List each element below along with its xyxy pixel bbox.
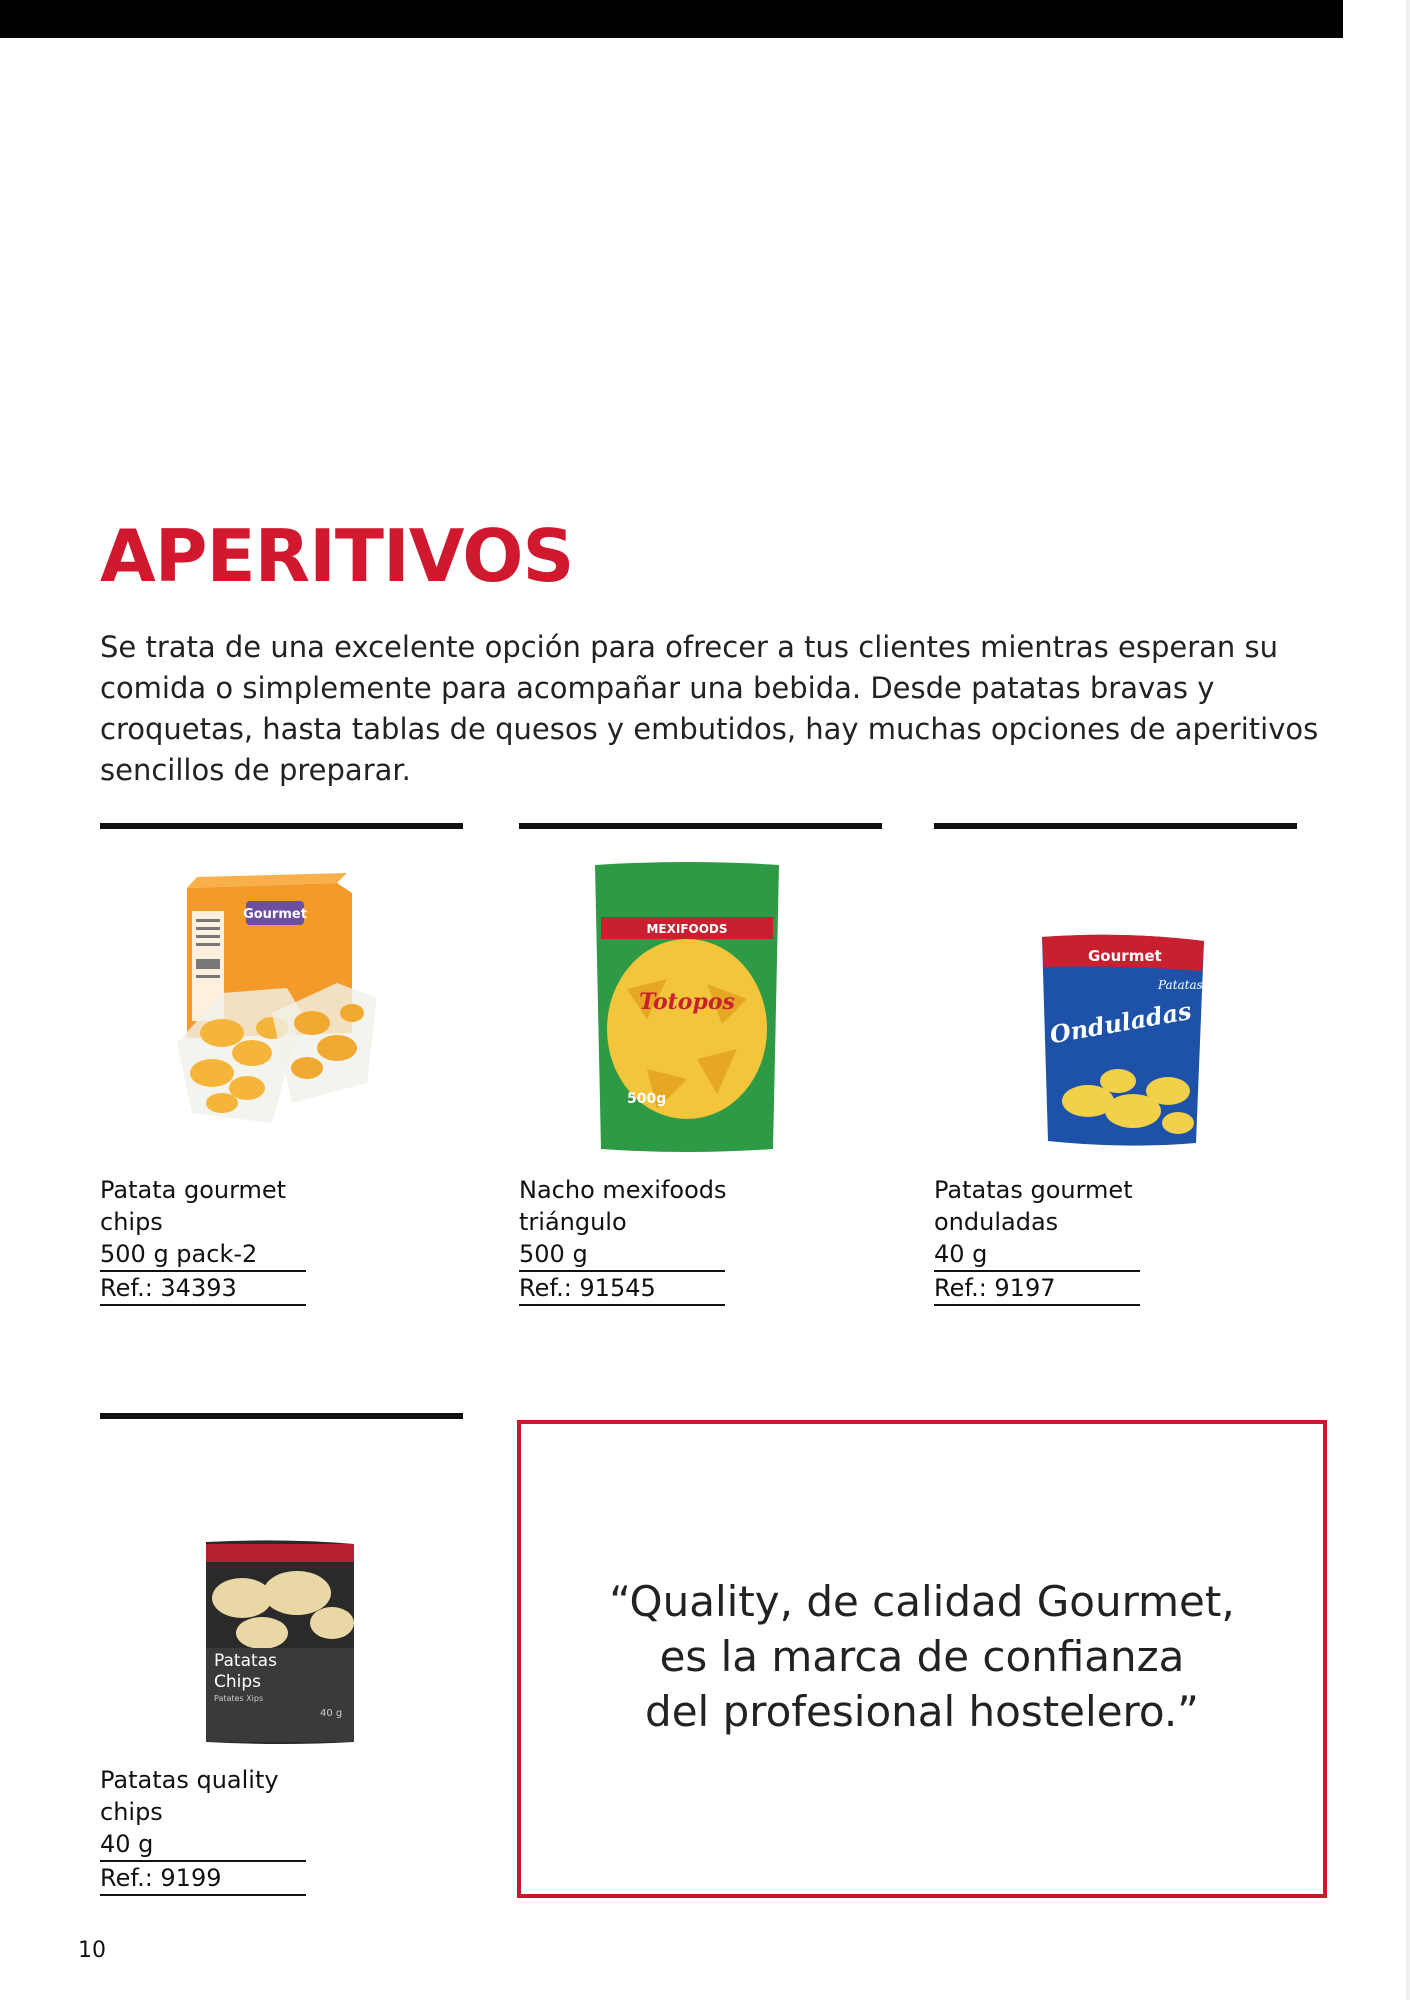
product-name-line1: Patatas quality — [100, 1766, 279, 1794]
product-image-quality-chips-bag — [202, 1538, 362, 1748]
product-card — [100, 823, 465, 1302]
product-name-line1: Patatas gourmet — [934, 1176, 1133, 1204]
bag-weight: 40 g — [320, 1708, 343, 1719]
quote-box — [517, 1420, 1327, 1898]
bag-product-line2: Chips — [214, 1672, 262, 1692]
bag-brand: MEXIFOODS — [646, 922, 728, 936]
product-image-chips-box — [162, 863, 402, 1153]
product-card — [100, 1413, 465, 1892]
product-divider — [100, 823, 463, 829]
product-info — [934, 1174, 1144, 1306]
product-info — [519, 1174, 729, 1306]
product-name-line2: chips — [100, 1798, 163, 1826]
box-label: Gourmet — [243, 907, 307, 922]
page-edge — [1406, 0, 1410, 2000]
product-card — [519, 823, 884, 1302]
quote-text — [521, 1574, 1323, 1739]
bag-product-line1: Patatas — [214, 1651, 277, 1671]
product-weight: 40 g — [100, 1828, 306, 1862]
product-divider — [934, 823, 1297, 829]
product-name-line2: chips — [100, 1208, 163, 1236]
product-weight: 40 g — [934, 1238, 1140, 1272]
bag-product: Onduladas — [1047, 995, 1194, 1050]
bag-sub: Patates Xips — [214, 1694, 264, 1703]
product-name-line1: Patata gourmet — [100, 1176, 287, 1204]
product-divider — [519, 823, 882, 829]
product-weight: 500 g — [519, 1238, 725, 1272]
product-name-line2: onduladas — [934, 1208, 1059, 1236]
product-info — [100, 1174, 310, 1306]
product-weight: 500 g pack-2 — [100, 1238, 306, 1272]
top-bar — [0, 0, 1343, 38]
product-name-line1: Nacho mexifoods — [519, 1176, 727, 1204]
product-ref: Ref.: 34393 — [100, 1272, 306, 1306]
product-card — [934, 823, 1299, 1302]
quote-line2: es la marca de confianza — [659, 1632, 1185, 1681]
product-ref: Ref.: 9197 — [934, 1272, 1140, 1306]
section-intro: Se trata de una excelente opción para ofrecer a tus clientes mientras esperan su comida o simplemente para acompañar una bebida. Desde patatas bravas y croquetas, hasta tablas de quesos y embutidos, hay muchas opciones de aperitivos sencillos de preparar. — [100, 630, 1319, 787]
bag-brand: Gourmet — [1088, 947, 1162, 965]
product-info — [100, 1764, 310, 1896]
quote-line3: del profesional hostelero.” — [645, 1687, 1199, 1736]
section-title: APERITIVOS — [100, 514, 574, 598]
page-number: 10 — [78, 1938, 106, 1963]
quote-line1: “Quality, de calidad Gourmet, — [609, 1577, 1235, 1626]
product-image-nachos-bag — [587, 859, 787, 1159]
bag-product: Totopos — [639, 989, 735, 1015]
bag-sub: Patatas — [1158, 978, 1203, 992]
product-name-line2: triángulo — [519, 1208, 627, 1236]
bag-weight: 500g — [627, 1091, 667, 1107]
product-divider — [100, 1413, 463, 1419]
product-ref: Ref.: 9199 — [100, 1862, 306, 1896]
product-image-onduladas-bag — [1038, 931, 1208, 1151]
product-ref: Ref.: 91545 — [519, 1272, 725, 1306]
